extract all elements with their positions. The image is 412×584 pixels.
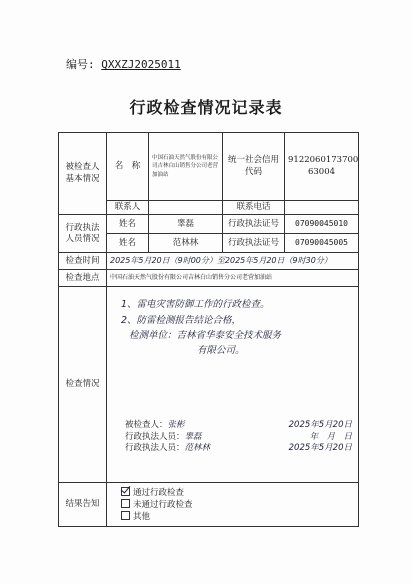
inspected-name-label: 名 称 [107,133,149,201]
signature-row [125,420,352,431]
situation-line: 检测单位：吉林省华泰安全技术服务 [129,329,282,341]
document-number [66,56,181,72]
credit-code-label: 统一社会信用代码 [223,133,285,201]
officer-name: 范林林 [149,234,223,253]
signature-block [121,420,352,454]
situation-notes [121,297,352,358]
inspection-time-value: 2025年5月20日（9时00分）至2025年5月20日（9时30分） [107,253,359,270]
officer-cert-label: 行政执法证号 [223,234,285,253]
officers-header: 行政执法人员情况 [59,215,107,253]
checked-box-icon [121,487,130,496]
result-notice-label: 结果告知 [59,483,107,527]
signature-date: 年 月 日 [309,431,352,442]
inspection-location-value: 中国石油天然气股份有限公司吉林白山销售分公司老营加油站 [107,270,359,287]
page-title: 行政检查情况记录表 [129,98,283,117]
situation-line: 2、防雷检测报告结论合格， [121,314,242,326]
officer-cert-number: 07090045010 [285,215,359,234]
officer-name-label: 姓名 [107,234,149,253]
signature-date: 2025年5月20日 [288,443,352,454]
handwritten-signature: 睾磊 [184,431,202,442]
contact-value [149,201,223,215]
result-option-other: 其他 [121,511,355,523]
checkbox-icon [121,511,130,520]
officer-name: 睾磊 [149,215,223,234]
inspection-time-label: 检查时间 [59,253,107,270]
situation-line: 有限公司。 [197,345,245,357]
inspection-situation-label: 检查情况 [59,287,107,483]
officer-cert-number: 07090045005 [285,234,359,253]
handwritten-signature: 张彬 [167,420,185,431]
signature-date: 2025年5月20日 [288,420,352,431]
signature-label: 被检查人： [125,420,168,431]
inspection-situation-cell [107,287,359,483]
officer-name-label: 姓名 [107,215,149,234]
handwritten-signature: 范林林 [184,443,211,454]
contact-label: 联系人 [107,201,149,215]
inspected-name-value: 中国石油天然气股份有限公司吉林白山销售分公司老营加油站 [149,133,223,201]
inspection-record-table [58,132,359,527]
officer-cert-label: 行政执法证号 [223,215,285,234]
phone-value [285,201,359,215]
inspected-party-header: 被检查人基本情况 [59,133,107,215]
document-number-value: QXXZJ2025011 [101,58,181,71]
situation-line: 1、雷电灾害防御工作的行政检查。 [121,299,270,311]
checkbox-icon [121,499,130,508]
signature-label: 行政执法人员： [125,443,185,454]
result-option-failed: 未通过行政检查 [121,499,355,511]
signature-row [125,443,352,454]
phone-label: 联系电话 [223,201,285,215]
credit-code-value: 9122060173700 63004 [285,133,359,201]
document-number-label: 编号: [66,58,95,71]
inspection-location-label: 检查地点 [59,270,107,287]
signature-label: 行政执法人员： [125,431,185,442]
signature-row [125,432,352,443]
result-options [107,483,359,527]
result-option-passed: 通过行政检查 [121,487,355,499]
